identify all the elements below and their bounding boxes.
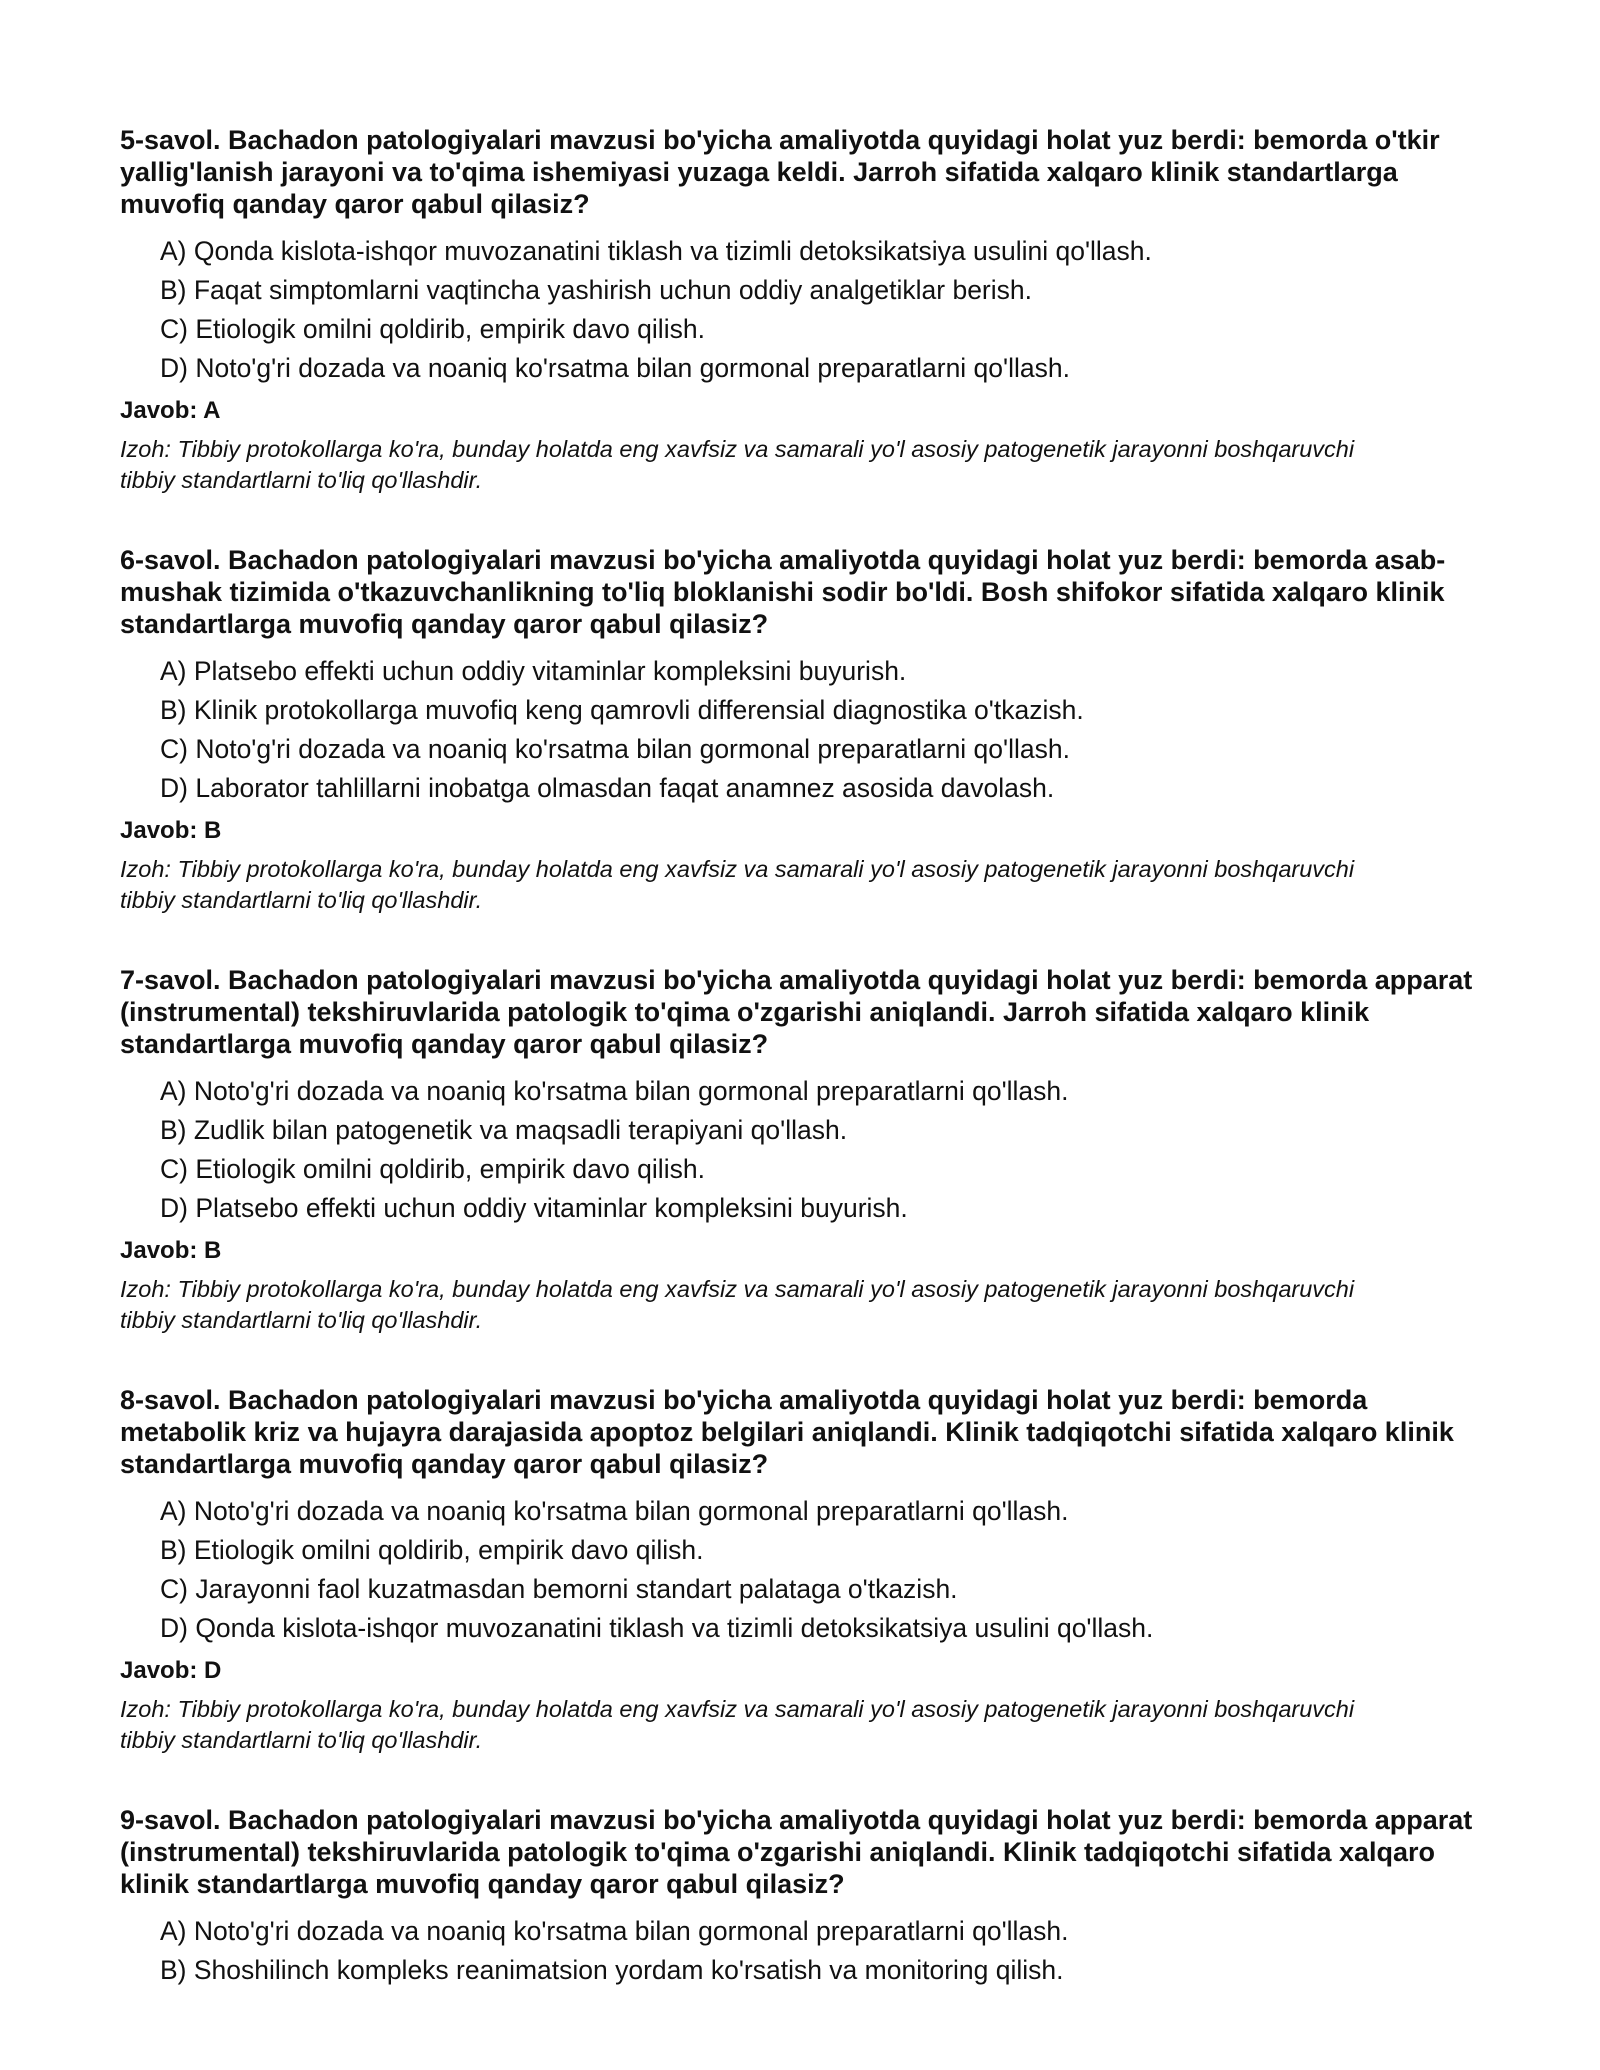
option-c: C) Etiologik omilni qoldirib, empirik davo qilish. xyxy=(160,1154,705,1184)
question-title: 9-savol. Bachadon patologiyalari mavzusi bo'yicha amaliyotda quyidagi holat yuz berdi: bemorda apparat (instrumental) tekshiruvlarida patologik to'qima o'zgarishi aniqlandi. Klinik tadqiqotchi sifatida xalqaro klinik standartlarga muvofiq qanday qaror qabul qilasiz? xyxy=(120,1805,1473,1899)
option-a: A) Qonda kislota-ishqor muvozanatini tiklash va tizimli detoksikatsiya usulini qo'llash. xyxy=(160,236,1152,266)
question-title: 7-savol. Bachadon patologiyalari mavzusi bo'yicha amaliyotda quyidagi holat yuz berdi: bemorda apparat (instrumental) tekshiruvlarida patologik to'qima o'zgarishi aniqlandi. Jarroh sifatida xalqaro klinik standartlarga muvofiq qanday qaror qabul qilasiz? xyxy=(120,965,1473,1059)
question-title: 5-savol. Bachadon patologiyalari mavzusi bo'yicha amaliyotda quyidagi holat yuz berdi: bemorda o'tkir yallig'lanish jarayoni va to'qima ishemiyasi yuzaga keldi. Jarroh sifatida xalqaro klinik standartlarga muvofiq qanday qaror qabul qilasiz? xyxy=(120,125,1440,219)
answer-label: Javob: B xyxy=(120,1237,222,1264)
option-list xyxy=(120,1912,1500,1990)
explanation-note: Izoh: Tibbiy protokollarga ko'ra, bunday holatda eng xavfsiz va samarali yo'l asosiy patogenetik jarayonni boshqaruvchi tibbiy standartlarni to'liq qo'llashdir. xyxy=(120,1276,1355,1333)
question-6 xyxy=(120,544,1500,916)
option-d: D) Platsebo effekti uchun oddiy vitaminlar kompleksini buyurish. xyxy=(160,1193,908,1223)
option-list xyxy=(120,652,1500,808)
question-8 xyxy=(120,1384,1500,1756)
option-c: C) Etiologik omilni qoldirib, empirik davo qilish. xyxy=(160,314,705,344)
question-title: 8-savol. Bachadon patologiyalari mavzusi bo'yicha amaliyotda quyidagi holat yuz berdi: bemorda metabolik kriz va hujayra darajasida apoptoz belgilari aniqlandi. Klinik tadqiqotchi sifatida xalqaro klinik standartlarga muvofiq qanday qaror qabul qilasiz? xyxy=(120,1385,1454,1479)
explanation-note: Izoh: Tibbiy protokollarga ko'ra, bunday holatda eng xavfsiz va samarali yo'l asosiy patogenetik jarayonni boshqaruvchi tibbiy standartlarni to'liq qo'llashdir. xyxy=(120,436,1355,493)
option-b: B) Klinik protokollarga muvofiq keng qamrovli differensial diagnostika o'tkazish. xyxy=(160,695,1084,725)
explanation-note: Izoh: Tibbiy protokollarga ko'ra, bunday holatda eng xavfsiz va samarali yo'l asosiy patogenetik jarayonni boshqaruvchi tibbiy standartlarni to'liq qo'llashdir. xyxy=(120,856,1355,913)
explanation-note: Izoh: Tibbiy protokollarga ko'ra, bunday holatda eng xavfsiz va samarali yo'l asosiy patogenetik jarayonni boshqaruvchi tibbiy standartlarni to'liq qo'llashdir. xyxy=(120,1696,1355,1753)
option-b: B) Faqat simptomlarni vaqtincha yashirish uchun oddiy analgetiklar berish. xyxy=(160,275,1032,305)
option-a: A) Noto'g'ri dozada va noaniq ko'rsatma bilan gormonal preparatlarni qo'llash. xyxy=(160,1496,1069,1526)
option-a: A) Noto'g'ri dozada va noaniq ko'rsatma bilan gormonal preparatlarni qo'llash. xyxy=(160,1076,1069,1106)
option-list xyxy=(120,1072,1500,1228)
question-title: 6-savol. Bachadon patologiyalari mavzusi bo'yicha amaliyotda quyidagi holat yuz berdi: bemorda asab-mushak tizimida o'tkazuvchanlikning to'liq bloklanishi sodir bo'ldi. Bosh shifokor sifatida xalqaro klinik standartlarga muvofiq qanday qaror qabul qilasiz? xyxy=(120,545,1446,639)
option-b: B) Shoshilinch kompleks reanimatsion yordam ko'rsatish va monitoring qilish. xyxy=(160,1955,1064,1985)
option-d: D) Qonda kislota-ishqor muvozanatini tiklash va tizimli detoksikatsiya usulini qo'llash. xyxy=(160,1613,1154,1643)
answer-label: Javob: B xyxy=(120,817,222,844)
option-list xyxy=(120,1492,1500,1648)
option-c: C) Noto'g'ri dozada va noaniq ko'rsatma bilan gormonal preparatlarni qo'llash. xyxy=(160,734,1070,764)
question-5 xyxy=(120,124,1500,496)
answer-label: Javob: A xyxy=(120,397,221,424)
option-b: B) Zudlik bilan patogenetik va maqsadli terapiyani qo'llash. xyxy=(160,1115,848,1145)
option-d: D) Laborator tahlillarni inobatga olmasdan faqat anamnez asosida davolash. xyxy=(160,773,1055,803)
question-7 xyxy=(120,964,1500,1336)
answer-label: Javob: D xyxy=(120,1657,222,1684)
option-d: D) Noto'g'ri dozada va noaniq ko'rsatma bilan gormonal preparatlarni qo'llash. xyxy=(160,353,1070,383)
option-b: B) Etiologik omilni qoldirib, empirik davo qilish. xyxy=(160,1535,704,1565)
option-a: A) Noto'g'ri dozada va noaniq ko'rsatma bilan gormonal preparatlarni qo'llash. xyxy=(160,1916,1069,1946)
option-c: C) Jarayonni faol kuzatmasdan bemorni standart palataga o'tkazish. xyxy=(160,1574,958,1604)
option-a: A) Platsebo effekti uchun oddiy vitaminlar kompleksini buyurish. xyxy=(160,656,907,686)
question-9 xyxy=(120,1804,1500,1990)
option-list xyxy=(120,232,1500,388)
document-page xyxy=(120,124,1500,2038)
